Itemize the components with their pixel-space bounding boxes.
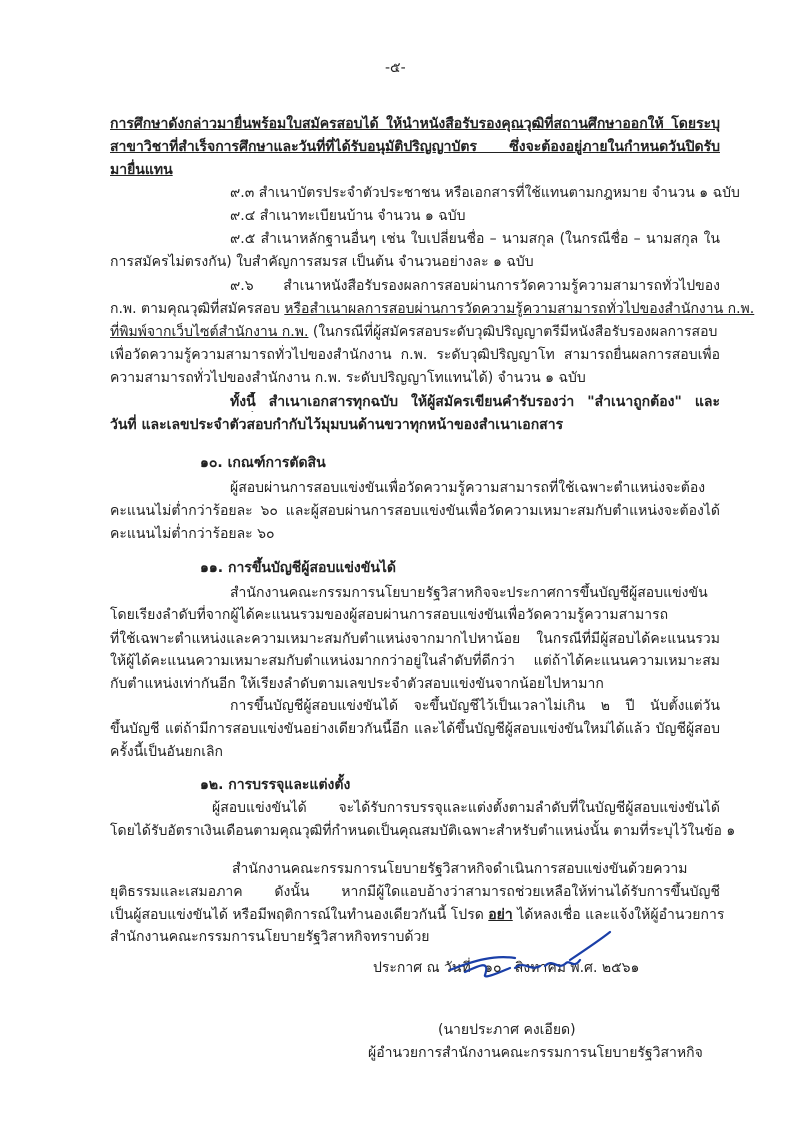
item-9-6-line-3 xyxy=(110,322,720,342)
signer-title: ผู้อำนวยการสำนักงานคณะกรรมการนโยบายรัฐวิสาหกิจ xyxy=(368,1045,703,1061)
note-line-2: วันที่ และเลขประจำตัวสอบกำกับไว้มุมบนด้านขวาทุกหน้าของสำเนาเอกสาร xyxy=(110,417,564,433)
item-9-4: ๙.๔ สำเนาทะเบียนบ้าน จำนวน ๑ ฉบับ xyxy=(230,208,466,224)
item-9-5-line-1: ๙.๕ สำเนาหลักฐานอื่นๆ เช่น ใบเปลี่ยนชื่อ – นามสกุล (ในกรณีชื่อ – นามสกุล ใน xyxy=(230,231,720,247)
section-12-line-2: โดยได้รับอัตราเงินเดือนตามคุณวุฒิที่กำหนดเป็นคุณสมบัติเฉพาะสำหรับตำแหน่งนั้น ตามที่ระบุไว้ในข้อ ๑ xyxy=(110,823,736,839)
item-9-6-line-4: เพื่อวัดความรู้ความสามารถทั่วไปของสำนักงาน ก.พ. ระดับวุฒิปริญญาโท สามารถยื่นผลการสอบเพื่อ xyxy=(110,347,720,363)
section-10-line-2: คะแนนไม่ต่ำกว่าร้อยละ ๖๐ และผู้สอบผ่านการสอบแข่งขันเพื่อวัดความเหมาะสมกับตำแหน่งจะต้องได้ xyxy=(110,503,720,519)
item-9-6-underlined: หรือสำเนาผลการสอบผ่านการวัดความรู้ความสามารถทั่วไปของสำนักงาน ก.พ. xyxy=(284,301,755,317)
intro-line-2: สาขาวิชาที่สำเร็จการศึกษาและวันที่ที่ได้รับอนุมัติปริญญาบัตร ซึ่งจะต้องอยู่ภายในกำหนดวันปิดรับ xyxy=(110,139,720,155)
section-11-p1-line-5: กับตำแหน่งเท่ากันอีก ให้เรียงลำดับตามเลขประจำตัวสอบแข่งขันจากน้อยไปหามาก xyxy=(110,676,604,692)
note-line-1: ทั้งนี้ สำเนาเอกสารทุกฉบับ ให้ผู้สมัครเขียนคำรับรองว่า "สำเนาถูกต้อง" และ xyxy=(230,394,720,410)
item-9-6-line-1: ๙.๖ สำเนาหนังสือรับรองผลการสอบผ่านการวัดความรู้ความสามารถทั่วไปของ xyxy=(230,278,720,294)
item-9-3: ๙.๓ สำเนาบัตรประจำตัวประชาชน หรือเอกสารที่ใช้แทนตามกฎหมาย จำนวน ๑ ฉบับ xyxy=(230,185,740,201)
section-10-heading: ๑๐. เกณฑ์การตัดสิน xyxy=(200,455,326,471)
item-9-6-line-5: ความสามารถทั่วไปของสำนักงาน ก.พ. ระดับปริญญาโทแทนได้) จำนวน ๑ ฉบับ xyxy=(110,370,586,386)
item-9-6-text: ก.พ. ตามคุณวุฒิที่สมัครสอบ xyxy=(110,301,285,317)
item-9-6-underlined-2: ที่พิมพ์จากเว็บไซต์สำนักงาน ก.พ. xyxy=(110,324,309,340)
closing-line-3 xyxy=(110,905,725,925)
intro-line-3: มายื่นแทน xyxy=(110,162,173,178)
section-11-p2-line-1: การขึ้นบัญชีผู้สอบแข่งขันได้ จะขึ้นบัญชีไว้เป็นเวลาไม่เกิน ๒ ปี นับตั้งแต่วัน xyxy=(230,698,720,714)
signer-name: (นายประภาศ คงเอียด) xyxy=(438,1022,576,1038)
intro-line-1: การศึกษาดังกล่าวมายื่นพร้อมใบสมัครสอบได้ ให้นำหนังสือรับรองคุณวุฒิที่สถานศึกษาออกให้ โดยระบุ xyxy=(110,116,720,132)
section-11-p1-line-4: ให้ผู้ได้คะแนนความเหมาะสมกับตำแหน่งมากกว่าอยู่ในลำดับที่ดีกว่า แต่ถ้าได้คะแนนความเหมาะสม xyxy=(110,653,720,669)
item-9-6-line-2 xyxy=(110,299,755,319)
closing-line-4: สำนักงานคณะกรรมการนโยบายรัฐวิสาหกิจทราบด้วย xyxy=(110,929,430,945)
item-9-5-line-2: การสมัครไม่ตรงกัน) ใบสำคัญการสมรส เป็นต้น จำนวนอย่างละ ๑ ฉบับ xyxy=(110,254,534,270)
closing-emphasis: อย่า xyxy=(488,907,513,923)
section-10-line-1: ผู้สอบผ่านการสอบแข่งขันเพื่อวัดความรู้ความสามารถที่ใช้เฉพาะตำแหน่งจะต้อง xyxy=(230,480,706,496)
closing-text: เป็นผู้สอบแข่งขันได้ หรือมีพฤติการณ์ในทำนองเดียวกันนี้ โปรด xyxy=(110,907,489,923)
page-number: -๕- xyxy=(385,60,406,76)
section-11-p2-line-3: ครั้งนี้เป็นอันยกเลิก xyxy=(110,744,224,760)
section-11-p1-line-1: สำนักงานคณะกรรมการนโยบายรัฐวิสาหกิจจะประกาศการขึ้นบัญชีผู้สอบแข่งขัน xyxy=(230,585,708,601)
announce-month-year: สิงหาคม พ.ศ. ๒๕๖๑ xyxy=(514,960,640,976)
announce-day: ๑๐ xyxy=(484,960,502,976)
section-11-p2-line-2: ขึ้นบัญชี แต่ถ้ามีการสอบแข่งขันอย่างเดียวกันนี้อีก และได้ขึ้นบัญชีผู้สอบแข่งขันใหม่ได้แล้ว บัญชีผู้สอบ xyxy=(110,721,720,737)
closing-line-1: สำนักงานคณะกรรมการนโยบายรัฐวิสาหกิจดำเนินการสอบแข่งขันด้วยความ xyxy=(232,861,688,877)
announce-prefix: ประกาศ ณ วันที่ xyxy=(373,960,471,976)
section-12-line-1: ผู้สอบแข่งขันได้ จะได้รับการบรรจุและแต่งตั้งตามลำดับที่ในบัญชีผู้สอบแข่งขันได้ xyxy=(212,800,720,816)
section-11-p1-line-2: โดยเรียงลำดับที่จากผู้ได้คะแนนรวมของผู้สอบผ่านการสอบแข่งขันเพื่อวัดความรู้ความสามารถ xyxy=(110,607,669,623)
item-9-6-text-2: (ในกรณีที่ผู้สมัครสอบระดับวุฒิปริญญาตรีมีหนังสือรับรองผลการสอบ xyxy=(308,324,718,340)
section-11-heading: ๑๑. การขึ้นบัญชีผู้สอบแข่งขันได้ xyxy=(200,560,397,576)
section-10-line-3: คะแนนไม่ต่ำกว่าร้อยละ ๖๐ xyxy=(110,526,275,542)
signature-image xyxy=(445,930,615,990)
section-11-p1-line-3: ที่ใช้เฉพาะตำแหน่งและความเหมาะสมกับตำแหน่งจากมากไปหาน้อย ในกรณีที่มีผู้สอบได้คะแนนรวม xyxy=(110,631,720,647)
section-12-heading: ๑๒. การบรรจุและแต่งตั้ง xyxy=(200,777,351,793)
closing-line-2: ยุติธรรมและเสมอภาค ดังนั้น หากมีผู้ใดแอบอ้างว่าสามารถช่วยเหลือให้ท่านได้รับการขึ้นบัญชี xyxy=(110,884,720,900)
closing-text-2: ได้หลงเชื่อ และแจ้งให้ผู้อำนวยการ xyxy=(512,907,725,923)
